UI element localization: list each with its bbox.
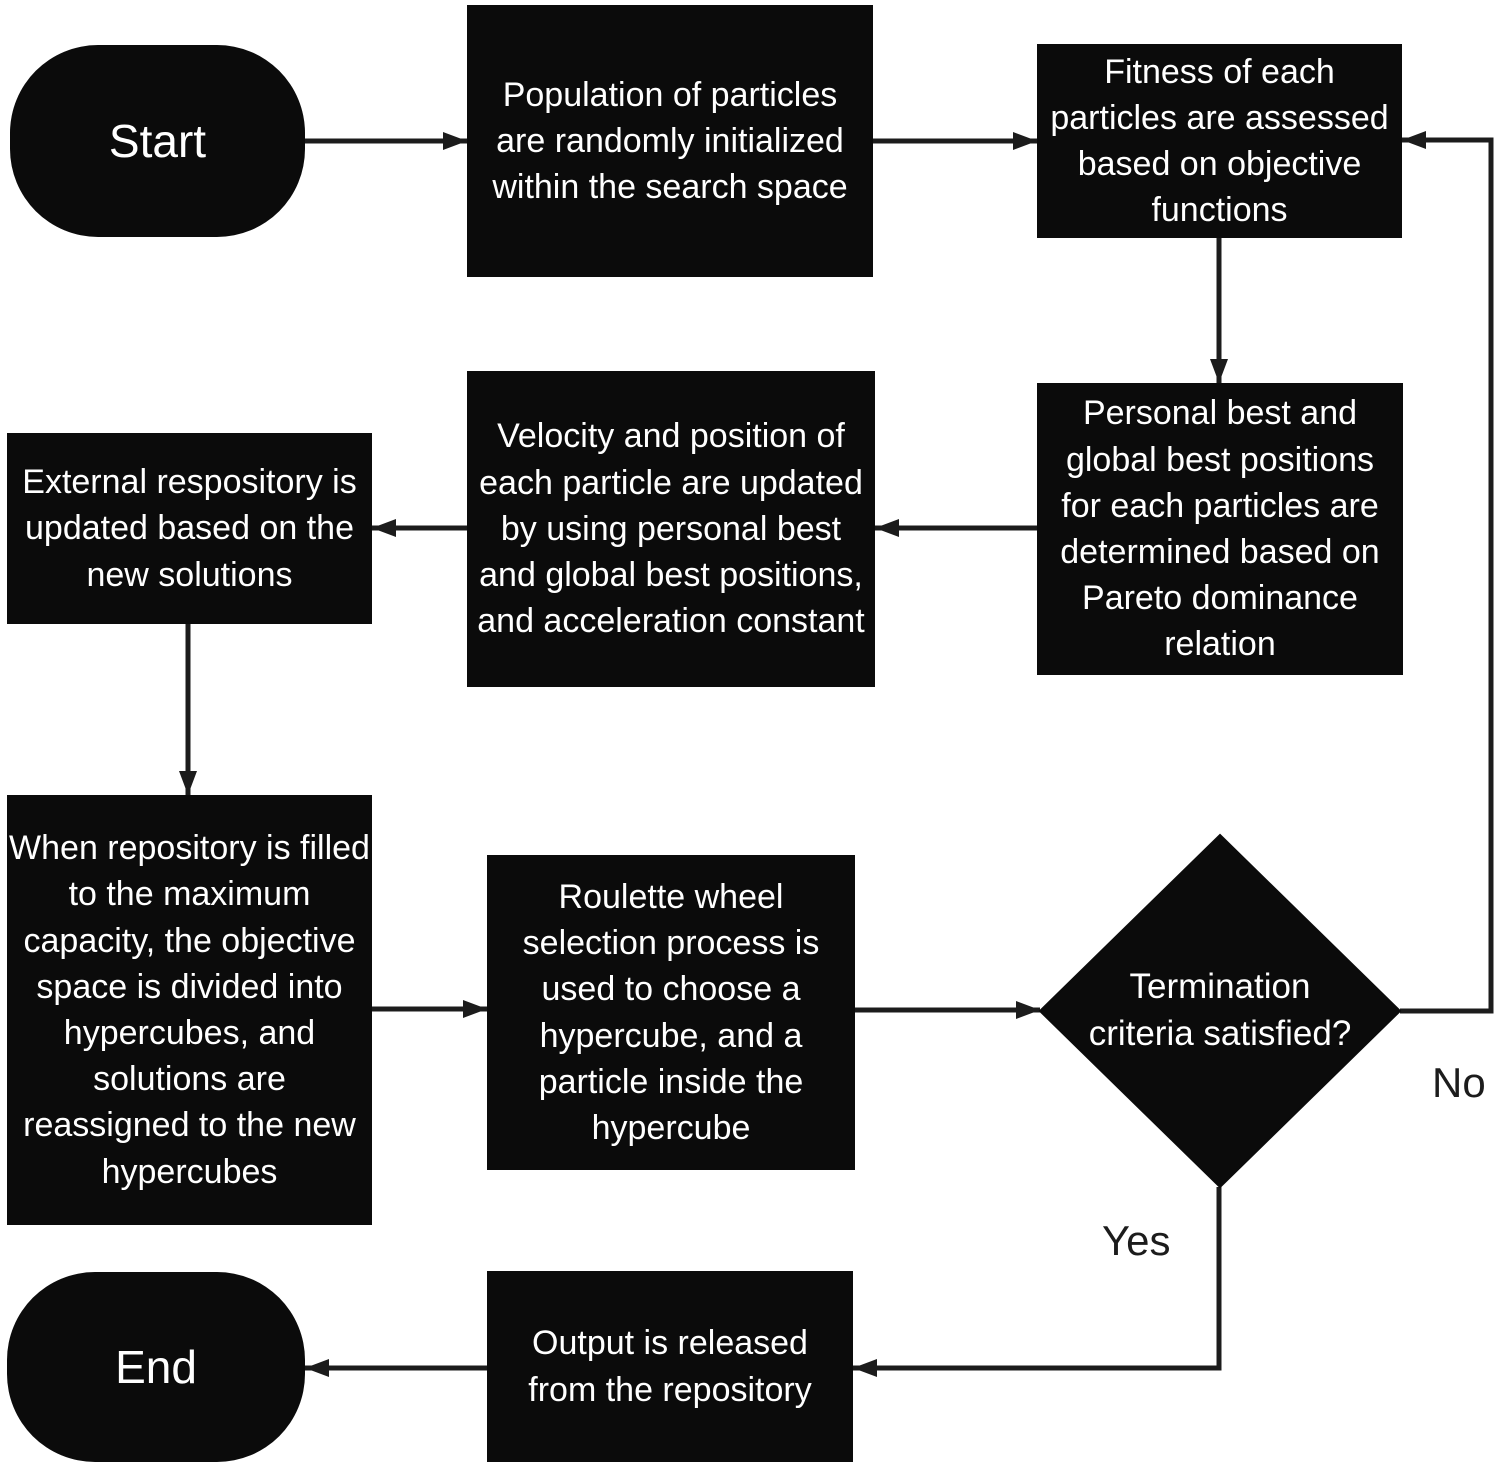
node-init (467, 5, 873, 277)
node-roulette (487, 855, 855, 1170)
node-repository-label: External respository is updated based on the new solutions (22, 463, 357, 594)
node-start (10, 45, 305, 237)
node-repository (7, 433, 372, 624)
node-pbest (1037, 383, 1403, 675)
node-termination-label: Termination criteria satisfied? (1088, 967, 1352, 1053)
arrow-termination-no-loop (1400, 140, 1491, 1011)
node-velocity (467, 371, 875, 687)
node-roulette-label: Roulette wheel selection process is used to choose a hypercube, and a particle inside the hypercube (522, 877, 820, 1147)
node-fitness (1037, 44, 1402, 238)
node-init-label: Population of particles are randomly initialized within the search space (492, 75, 848, 207)
node-output-label: Output is released from the repository (528, 1324, 812, 1409)
node-end (7, 1272, 305, 1462)
node-hypercubes (7, 795, 372, 1225)
node-output (487, 1271, 853, 1462)
node-fitness-label: Fitness of each particles are assessed based on objective functions (1050, 52, 1389, 230)
edge-label-yes: Yes (1102, 1217, 1171, 1264)
arrow-termination-yes-to-output (853, 1187, 1219, 1368)
node-velocity-label: Velocity and position of each particle are updated by using personal best and global best positions, and acceleration constant (477, 417, 865, 641)
node-hypercubes-label: When repository is filled to the maximum capacity, the objective space is divided into hypercubes, and solutions are reassigned to the new hypercubes (9, 829, 370, 1191)
node-termination (1040, 835, 1400, 1187)
edge-label-no: No (1432, 1059, 1486, 1106)
node-pbest-label: Personal best and global best positions for each particles are determined based on Pareto dominance relation (1060, 394, 1380, 664)
node-start-label: Start (108, 114, 207, 167)
node-end-label: End (115, 1340, 197, 1393)
